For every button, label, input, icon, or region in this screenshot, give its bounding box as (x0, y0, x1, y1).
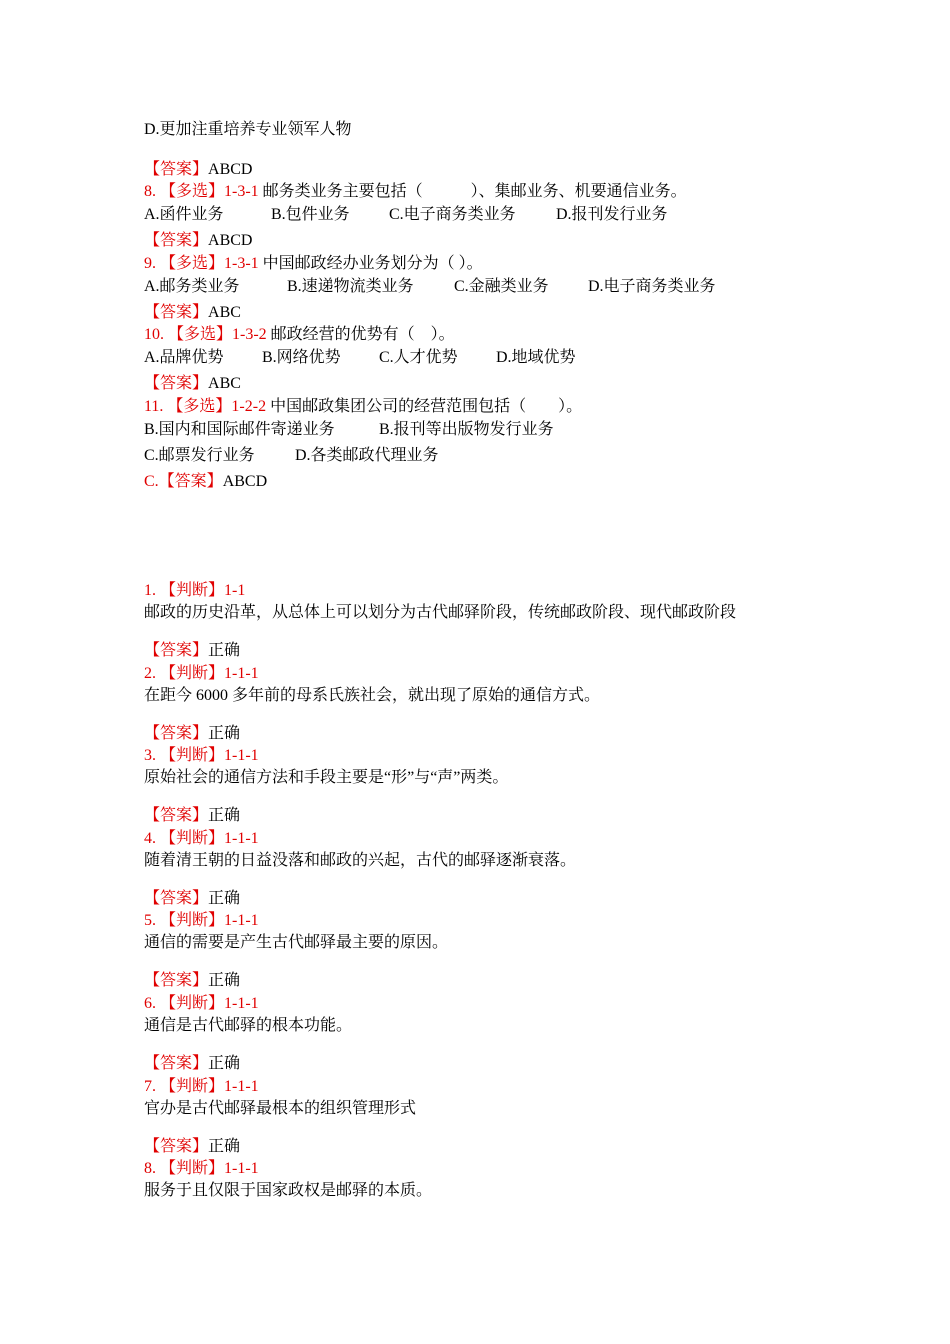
options-row (144, 277, 716, 297)
question-tag: 【判断】 (160, 830, 225, 847)
option-c: C.电子商务类业务 (389, 206, 516, 223)
answer-tag: 【答案】 (144, 232, 209, 249)
answer-value: ABCD (208, 232, 253, 249)
judge-question-header (144, 911, 259, 931)
question-code: 1-1-1 (224, 1078, 259, 1095)
question-number: 5. (144, 912, 156, 929)
question-number: 9. (144, 255, 156, 272)
answer-tag: 【答案】 (144, 890, 209, 907)
question-text: 邮政经营的优势有（ ）。 (270, 326, 455, 343)
answer-line (144, 1137, 240, 1157)
question-tag: 【多选】 (167, 398, 232, 415)
answer-value: 正确 (208, 1055, 241, 1072)
answer-tag: 【答案】 (144, 1055, 209, 1072)
question-text: 中国邮政集团公司的经营范围包括（ ）。 (270, 398, 583, 415)
answer-tag: 【答案】 (158, 473, 223, 490)
option-c: C.人才优势 (379, 349, 458, 366)
question-tag: 【多选】 (168, 326, 233, 343)
judge-question-header (144, 581, 245, 601)
answer-line (144, 472, 267, 492)
option-c: C.邮票发行业务 (144, 447, 255, 464)
question-number: 1. (144, 582, 156, 599)
judge-question-header (144, 746, 259, 766)
question-code: 1-1-1 (224, 912, 259, 929)
answer-tag: 【答案】 (144, 375, 209, 392)
answer-line (144, 303, 241, 323)
judge-question-header (144, 664, 259, 684)
question-tag: 【判断】 (160, 665, 225, 682)
option-b: B.速递物流类业务 (287, 278, 414, 295)
question-number: 8. (144, 1160, 156, 1177)
question-tag: 【判断】 (160, 995, 225, 1012)
judge-question-header (144, 1077, 259, 1097)
answer-line (144, 231, 252, 251)
answer-value: 正确 (208, 725, 241, 742)
answer-value: 正确 (208, 890, 241, 907)
answer-value: ABCD (208, 161, 253, 178)
question-tag: 【多选】 (160, 255, 225, 272)
answer-tag: 【答案】 (144, 1138, 209, 1155)
question-tag: 【判断】 (160, 747, 225, 764)
question-code: 1-1-1 (224, 995, 259, 1012)
judge-question-text: 随着清王朝的日益没落和邮政的兴起，古代的邮驿逐渐衰落。 (144, 852, 577, 869)
question-number: 11. (144, 398, 164, 415)
question-text: 邮务类业务主要包括（ ）、集邮业务、机要通信业务。 (262, 183, 687, 200)
question-code: 1-3-2 (232, 326, 267, 343)
question-number: 8. (144, 183, 156, 200)
option-d: D.电子商务类业务 (588, 278, 716, 295)
answer-line (144, 971, 240, 991)
options-row (144, 446, 439, 466)
answer-line (144, 641, 240, 661)
answer-value: ABC (208, 304, 241, 321)
question-code: 1-1-1 (224, 665, 259, 682)
answer-tag: 【答案】 (144, 304, 209, 321)
question-number: 3. (144, 747, 156, 764)
question-code: 1-2-2 (231, 398, 267, 415)
question-tag: 【判断】 (160, 912, 225, 929)
question-code: 1-3-1 (224, 183, 259, 200)
question-tag: 【多选】 (160, 183, 225, 200)
option-b: B.包件业务 (271, 206, 350, 223)
answer-value: 正确 (208, 807, 241, 824)
question-code: 1-1-1 (224, 1160, 259, 1177)
question-11 (144, 397, 582, 417)
answer-prefix: C. (144, 473, 159, 490)
answer-tag: 【答案】 (144, 725, 209, 742)
question-number: 2. (144, 665, 156, 682)
judge-question-text: 邮政的历史沿革，从总体上可以划分为古代邮驿阶段，传统邮政阶段、现代邮政阶段 (144, 604, 737, 621)
question-text: 中国邮政经办业务划分为（ ）。 (262, 255, 483, 272)
answer-line (144, 374, 241, 394)
option-d: D.报刊发行业务 (556, 206, 668, 223)
answer-line (144, 889, 240, 909)
option-c: C.金融类业务 (454, 278, 549, 295)
option-d: D.更加注重培养专业领军人物 (144, 121, 352, 138)
option-b-2: B.报刊等出版物发行业务 (379, 421, 554, 438)
answer-tag: 【答案】 (144, 972, 209, 989)
option-d: D.各类邮政代理业务 (295, 447, 439, 464)
answer-line (144, 1054, 240, 1074)
options-row (144, 420, 554, 440)
judge-question-text: 在距今 6000 多年前的母系氏族社会，就出现了原始的通信方式。 (144, 687, 601, 704)
judge-question-text: 服务于且仅限于国家政权是邮驿的本质。 (144, 1182, 433, 1199)
answer-line (144, 806, 240, 826)
answer-tag: 【答案】 (144, 807, 209, 824)
answer-line (144, 160, 252, 180)
question-tag: 【判断】 (160, 1078, 225, 1095)
answer-value: ABCD (222, 473, 268, 490)
question-number: 6. (144, 995, 156, 1012)
option-a: A.函件业务 (144, 206, 224, 223)
question-tag: 【判断】 (160, 582, 225, 599)
question-code: 1-1 (224, 582, 246, 599)
options-row (144, 348, 576, 368)
options-row (144, 205, 668, 225)
answer-tag: 【答案】 (144, 161, 209, 178)
judge-question-header (144, 1159, 259, 1179)
question-code: 1-1-1 (224, 830, 259, 847)
answer-tag: 【答案】 (144, 642, 209, 659)
answer-line (144, 724, 240, 744)
judge-question-text: 通信的需要是产生古代邮驿最主要的原因。 (144, 934, 449, 951)
question-9 (144, 254, 483, 274)
option-a: A.邮务类业务 (144, 278, 240, 295)
question-tag: 【判断】 (160, 1160, 225, 1177)
question-10 (144, 325, 455, 345)
option-b: B.网络优势 (262, 349, 341, 366)
question-number: 7. (144, 1078, 156, 1095)
option-a: A.品牌优势 (144, 349, 224, 366)
option-b: B.国内和国际邮件寄递业务 (144, 421, 335, 438)
question-number: 4. (144, 830, 156, 847)
judge-question-header (144, 994, 259, 1014)
answer-value: 正确 (208, 642, 241, 659)
question-code: 1-3-1 (224, 255, 259, 272)
judge-question-header (144, 829, 259, 849)
option-d: D.地域优势 (496, 349, 576, 366)
judge-question-text: 官办是古代邮驿最根本的组织管理形式 (144, 1100, 417, 1117)
judge-question-text: 通信是古代邮驿的根本功能。 (144, 1017, 353, 1034)
answer-value: 正确 (208, 1138, 241, 1155)
judge-question-text: 原始社会的通信方法和手段主要是“形”与“声”两类。 (144, 769, 509, 786)
question-number: 10. (144, 326, 164, 343)
question-code: 1-1-1 (224, 747, 259, 764)
answer-value: ABC (208, 375, 241, 392)
question-8 (144, 182, 687, 202)
answer-value: 正确 (208, 972, 241, 989)
